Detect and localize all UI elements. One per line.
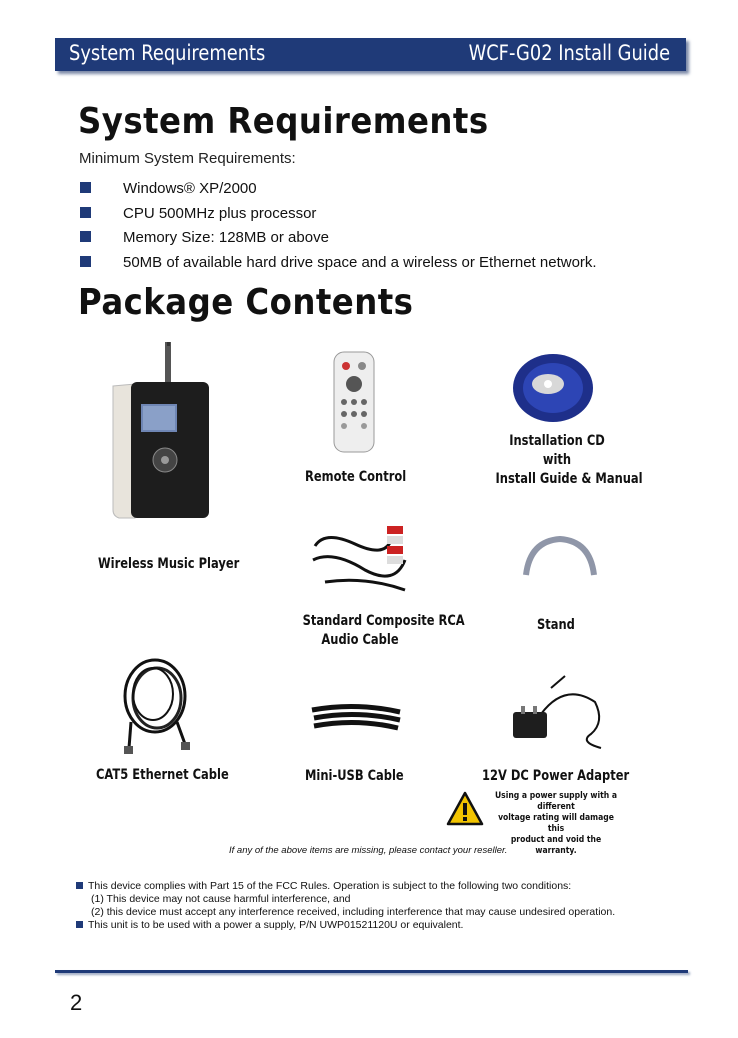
bullet-square [80,182,91,193]
power-adapter-image [505,672,615,752]
requirement-text: Memory Size: 128MB or above [123,229,329,246]
power-supply-note [76,919,672,932]
package-contents-heading: Package Contents [78,282,414,323]
bullet-square [76,882,83,889]
caption-remote: Remote Control [305,469,407,485]
caption-cd [495,432,643,489]
footer-rule [55,970,688,973]
stand-image [520,535,600,581]
caption-rca-line1: Standard Composite RCA [302,613,465,629]
caption-usb: Mini-USB Cable [305,768,404,784]
caption-rca [302,612,465,650]
caption-rca-line2: Audio Cable [321,632,399,648]
requirement-text: CPU 500MHz plus processor [123,205,317,222]
power-supply-note-text: This unit is to be used with a power a supply, P/N UWP01521120U or equivalent. [88,919,464,931]
caption-cd-line2: with [542,452,572,468]
warning-line1: Using a power supply with a different [494,791,618,812]
caption-cd-line1: Installation CD [509,433,605,449]
fcc-condition-1: (1) This device may not cause harmful interference, and [91,893,351,905]
bullet-square [80,256,91,267]
fcc-note-text: This device complies with Part 15 of the FCC Rules. Operation is subject to the following two conditions: [88,880,572,892]
header-guide-title: WCF-G02 Install Guide [468,41,670,65]
header-section-title: System Requirements [69,41,266,65]
warning-icon [446,791,484,827]
requirement-text: 50MB of available hard drive space and a wireless or Ethernet network. [123,254,597,271]
caption-cat5: CAT5 Ethernet Cable [96,767,229,783]
caption-player: Wireless Music Player [98,556,240,572]
bullet-square [80,231,91,242]
caption-power: 12V DC Power Adapter [482,768,630,784]
power-warning-text [492,791,620,857]
warning-line3: product and void the warranty. [510,835,602,856]
requirements-subtitle: Minimum System Requirements: [79,150,296,167]
installation-cd-image [508,350,598,426]
fcc-condition-2: (2) this device must accept any interference received, including interference that may cause undesired operation. [91,906,616,918]
fcc-note [76,880,672,893]
wireless-music-player-image [105,342,215,522]
bullet-square [80,207,91,218]
warning-line2: voltage rating will damage this [498,813,614,834]
caption-stand: Stand [537,617,575,633]
requirement-text: Windows® XP/2000 [123,180,257,197]
remote-control-image [330,350,378,454]
caption-cd-line3: Install Guide & Manual [495,471,643,487]
regulatory-notes [76,880,672,932]
missing-items-note: If any of the above items are missing, please contact your reseller. [229,845,508,856]
system-requirements-heading: System Requirements [78,101,489,142]
page-number: 2 [70,990,83,1015]
rca-cable-image [305,520,415,598]
bullet-square [76,921,83,928]
mini-usb-cable-image [308,700,404,734]
header-banner [55,38,686,71]
cat5-cable-image [115,652,197,756]
